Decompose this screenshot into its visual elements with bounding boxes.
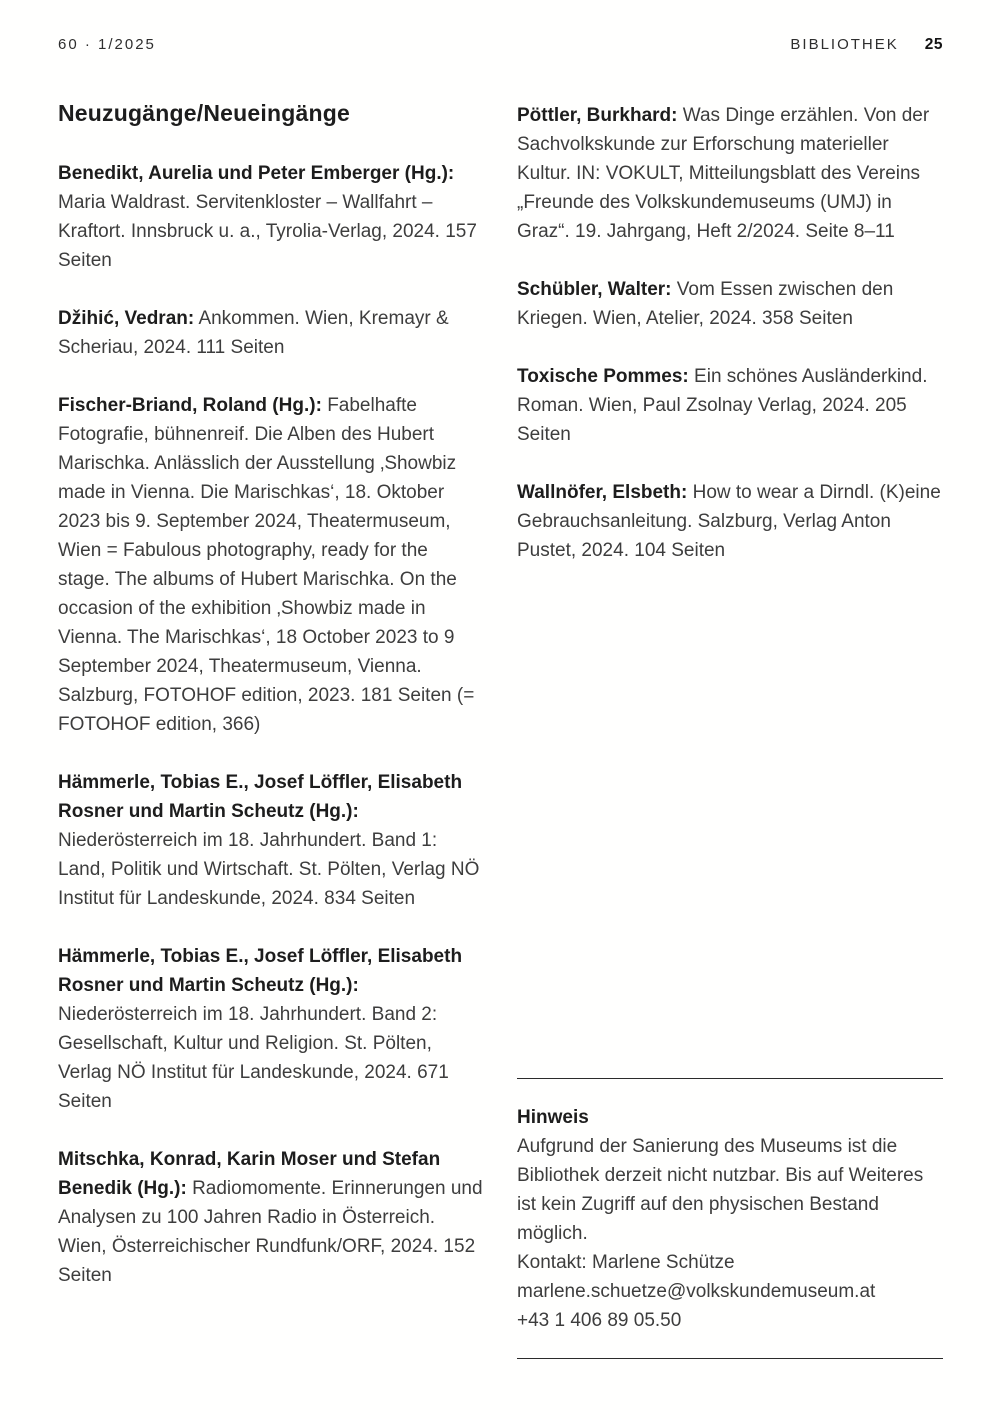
page-header	[58, 36, 943, 54]
entry-details: Ankommen. Wien, Kremayr & Scheriau, 2024. 111 Seiten	[58, 308, 449, 359]
notice-title: Hinweis	[517, 1107, 589, 1128]
entry-author: Fischer-Briand, Roland (Hg.):	[58, 395, 322, 417]
entry-details: Maria Waldrast. Servitenkloster – Wallfahrt – Kraftort. Innsbruck u. a., Tyrolia-Verlag, 2024. 157 Seiten	[58, 192, 477, 272]
book-entry	[517, 478, 943, 565]
entry-author: Benedikt, Aurelia und Peter Emberger (Hg.):	[58, 163, 455, 185]
entry-details: Niederösterreich im 18. Jahrhundert. Band 2: Gesellschaft, Kultur und Religion. St. Pölten, Verlag NÖ Institut für Landeskunde, 2024. 671 Seiten	[58, 1004, 449, 1113]
notice-body: Aufgrund der Sanierung des Museums ist die Bibliothek derzeit nicht nutzbar. Bis auf Weiteres ist kein Zugriff auf den physischen Bestand möglich.	[517, 1136, 924, 1244]
entry-author: Hämmerle, Tobias E., Josef Löffler, Elisabeth Rosner und Martin Scheutz (Hg.):	[58, 772, 463, 823]
entry-author: Toxische Pommes:	[517, 366, 689, 387]
book-entry	[58, 1145, 483, 1290]
section-label: BIBLIOTHEK	[790, 36, 899, 53]
entry-details: Fabelhafte Fotografie, bühnenreif. Die Alben des Hubert Marischka. Anlässlich der Ausstellung ‚Showbiz made in Vienna. Die Marischkas‘, 18. Oktober 2023 bis 9. September 2024, Theatermuseum, Wien = Fabulous photography, ready for the stage. The albums of Hubert Marischka. On the occasion of the exhibition ‚Showbiz made in Vienna. The Marischkas‘, 18 October 2023 to 9 September 2024, Theatermuseum, Vienna. Salzburg, FOTOHOF edition, 2023. 181 Seiten (= FOTOHOF edition, 366)	[58, 395, 475, 736]
book-entry	[517, 275, 943, 333]
entry-author: Schübler, Walter:	[517, 279, 672, 300]
entry-details: How to wear a Dirndl. (K)eine Gebrauchsanleitung. Salzburg, Verlag Anton Pustet, 2024. 104 Seiten	[517, 482, 941, 561]
entry-details: Vom Essen zwischen den Kriegen. Wien, Atelier, 2024. 358 Seiten	[517, 279, 894, 329]
page-title: Neuzugänge/Neueingänge	[58, 100, 350, 126]
entry-details: Ein schönes Ausländerkind. Roman. Wien, Paul Zsolnay Verlag, 2024. 205 Seiten	[517, 366, 928, 445]
entry-details: Was Dinge erzählen. Von der Sachvolkskunde zur Erforschung materieller Kultur. IN: VOKULT, Mitteilungsblatt des Vereins „Freunde des Volkskundemuseums (UMJ) in Graz“. 19. Jahrgang, Heft 2/2024. Seite 8–11	[517, 105, 930, 242]
divider	[517, 1358, 943, 1359]
issue-label: 60 · 1/2025	[58, 36, 156, 53]
entry-author: Mitschka, Konrad, Karin Moser und Stefan Benedik (Hg.):	[58, 1149, 441, 1200]
entry-details: Radiomomente. Erinnerungen und Analysen zu 100 Jahren Radio in Österreich. Wien, Österreichischer Rundfunk/ORF, 2024. 152 Seiten	[58, 1178, 483, 1287]
notice-email: marlene.schuetze@volkskundemuseum.at	[517, 1281, 876, 1302]
book-entry	[58, 159, 483, 275]
left-column	[58, 101, 483, 1319]
book-entry	[517, 101, 943, 246]
entry-author: Wallnöfer, Elsbeth:	[517, 482, 688, 503]
book-entry	[517, 362, 943, 449]
notice-phone: +43 1 406 89 05.50	[517, 1310, 682, 1331]
notice-contact: Kontakt: Marlene Schütze	[517, 1252, 735, 1273]
book-entry	[58, 304, 483, 362]
entry-author: Džihić, Vedran:	[58, 308, 195, 330]
entry-author: Pöttler, Burkhard:	[517, 105, 678, 126]
book-entry	[58, 768, 483, 913]
notice-box	[517, 1078, 943, 1359]
divider	[517, 1078, 943, 1079]
book-entry	[58, 391, 483, 739]
entry-author: Hämmerle, Tobias E., Josef Löffler, Elisabeth Rosner und Martin Scheutz (Hg.):	[58, 946, 463, 997]
entry-details: Niederösterreich im 18. Jahrhundert. Band 1: Land, Politik und Wirtschaft. St. Pölten, Verlag NÖ Institut für Landeskunde, 2024. 834 Seiten	[58, 830, 480, 910]
header-right	[790, 36, 943, 54]
page-number: 25	[924, 36, 943, 53]
book-entry	[58, 942, 483, 1116]
